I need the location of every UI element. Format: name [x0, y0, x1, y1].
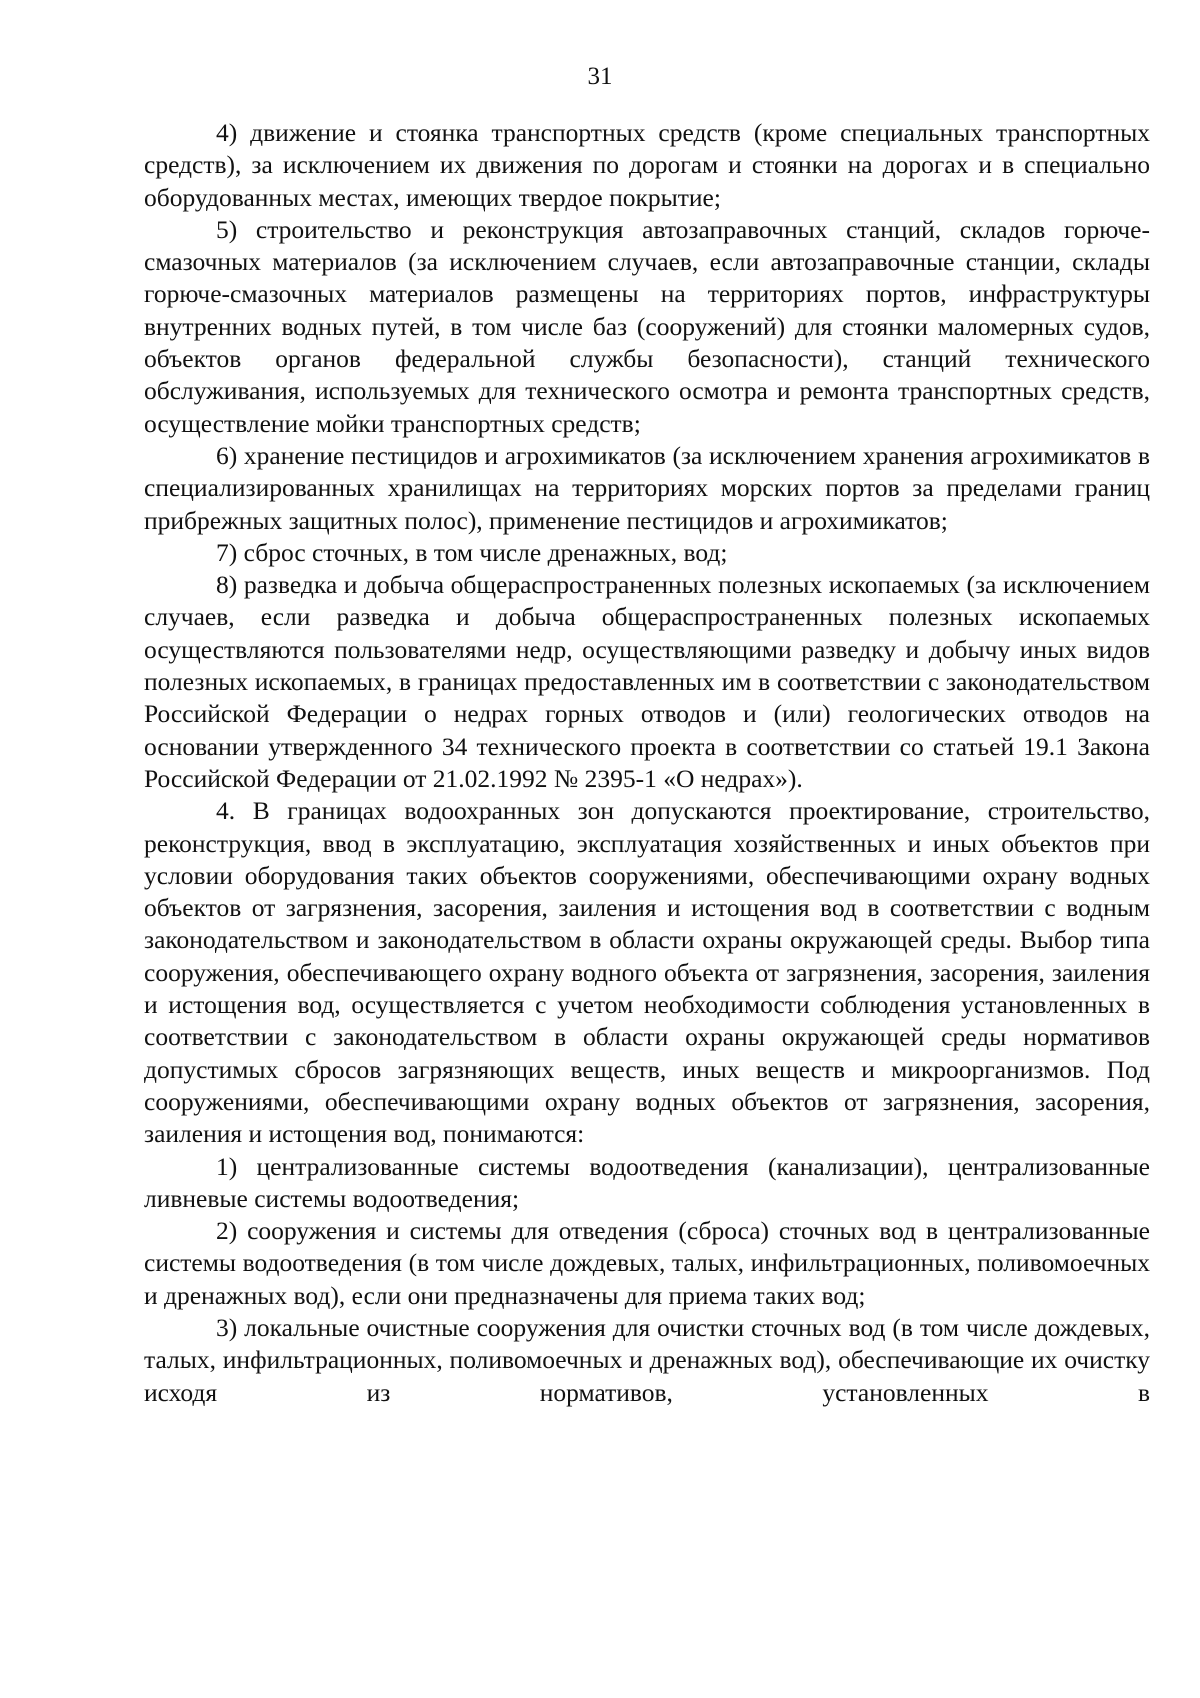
paragraph-item-7: 7) сброс сточных, в том числе дренажных, вод; — [216, 537, 728, 567]
document-body — [144, 117, 1150, 1409]
paragraph-item-8: 8) разведка и добыча общераспространенных полезных ископаемых (за исключением случаев, если разведка и добыча общераспространенных полезных ископаемых осуществляются пользователями недр, осуществляющими разведку и добычу иных видов полезных ископаемых, в границах предоставленных им в соответствии с законодательством Российской Федерации о недрах горных отводов и (или) геологических отводов на основании утвержденного 34 технического проекта в соответствии со статьей 19.1 Закона Российской Федерации от 21.02.1992 № 2395-1 «О недрах»). — [144, 570, 1150, 793]
paragraph-subitem-2: 2) сооружения и системы для отведения (сброса) сточных вод в централизованные системы водоотведения (в том числе дождевых, талых, инфильтрационных, поливомоечных и дренажных вод), если они предназначены для приема таких вод; — [144, 1216, 1150, 1310]
paragraph-item-5: 5) строительство и реконструкция автозаправочных станций, складов горюче-смазочных материалов (за исключением случаев, если автозаправочные станции, склады горюче-смазочных материалов размещены на территориях портов, инфраструктуры внутренних водных путей, в том числе баз (сооружений) для стоянки маломерных судов, объектов органов федеральной службы безопасности), станций технического обслуживания, используемых для технического осмотра и ремонта транспортных средств, осуществление мойки транспортных средств; — [144, 214, 1150, 438]
paragraph-section-4: 4. В границах водоохранных зон допускаются проектирование, строительство, реконструкция, ввод в эксплуатацию, эксплуатация хозяйственных и иных объектов при условии оборудования таких объектов сооружениями, обеспечивающими охрану водных объектов от загрязнения, засорения, заиления и истощения вод в соответствии с водным законодательством и законодательством в области охраны окружающей среды. Выбор типа сооружения, обеспечивающего охрану водного объекта от загрязнения, засорения, заиления и истощения вод, осуществляется с учетом необходимости соблюдения установленных в соответствии с законодательством в области охраны окружающей среды нормативов допустимых сбросов загрязняющих веществ, иных веществ и микроорганизмов. Под сооружениями, обеспечивающими охрану водных объектов от загрязнения, засорения, заиления и истощения вод, понимаются: — [144, 796, 1150, 1149]
paragraph-subitem-3: 3) локальные очистные сооружения для очистки сточных вод (в том числе дождевых, талых, инфильтрационных, поливомоечных и дренажных вод), обеспечивающие их очистку исходя из нормативов, установленных в — [144, 1312, 1150, 1407]
paragraph-item-4: 4) движение и стоянка транспортных средств (кроме специальных транспортных средств), за исключением их движения по дорогам и стоянки на дорогах и в специально оборудованных местах, имеющих твердое покрытие; — [144, 118, 1150, 212]
paragraph-subitem-1: 1) централизованные системы водоотведения (канализации), централизованные ливневые системы водоотведения; — [144, 1151, 1150, 1213]
paragraph-item-6: 6) хранение пестицидов и агрохимикатов (за исключением хранения агрохимикатов в специализированных хранилищах на территориях морских портов за пределами границ прибрежных защитных полос), применение пестицидов и агрохимикатов; — [144, 440, 1150, 535]
page-number: 31 — [587, 63, 613, 90]
